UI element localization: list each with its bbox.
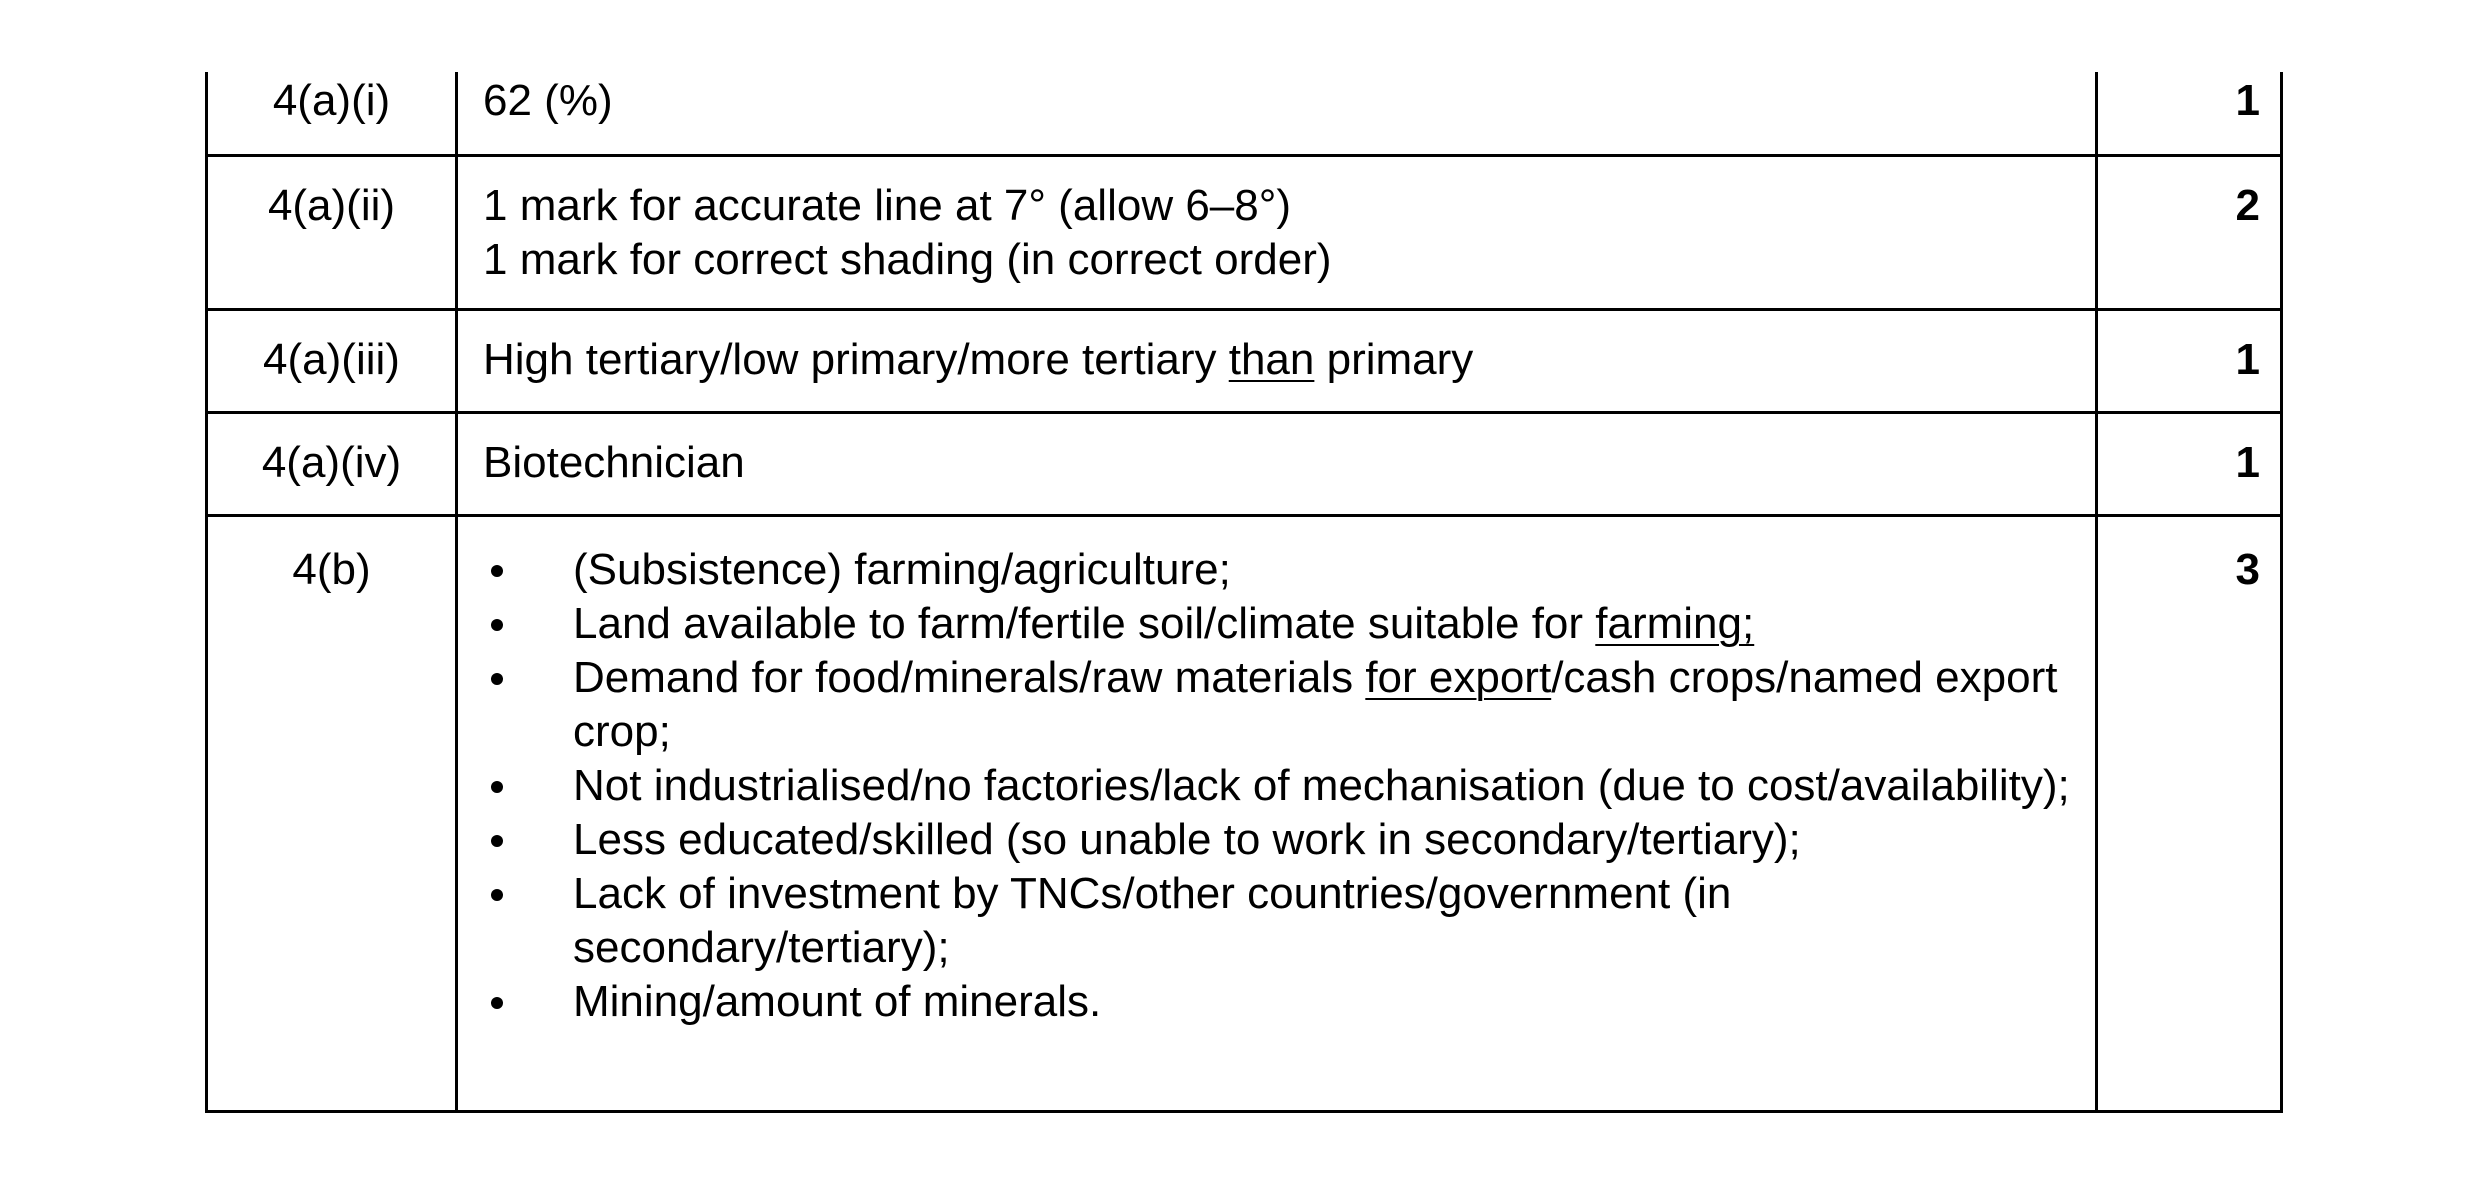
marks-cell — [2097, 309, 2282, 412]
bullet-text: Demand for food/minerals/raw materials — [573, 652, 1366, 702]
bullet-icon — [491, 781, 503, 793]
marks-value: 1 — [2235, 76, 2260, 125]
bullet-text: (Subsistence) farming/agriculture; — [573, 544, 1231, 594]
answer-line: 1 mark for accurate line at 7° (allow 6–8°) — [483, 180, 1291, 230]
bullet-underlined-text: farming; — [1595, 598, 1755, 648]
bullet-icon — [491, 889, 503, 901]
table-row — [207, 309, 2282, 412]
bullet-icon — [491, 565, 503, 577]
table-row — [207, 515, 2282, 1111]
list-item — [483, 759, 2075, 813]
marks-value: 1 — [2235, 334, 2260, 384]
question-number-cell — [207, 515, 457, 1111]
answer-line: 1 mark for correct shading (in correct order) — [483, 234, 1332, 284]
marks-cell — [2097, 515, 2282, 1111]
bullet-text: /cash crops/named export crop; — [573, 652, 2058, 756]
bullet-icon — [491, 673, 503, 685]
question-number-cell — [207, 309, 457, 412]
answer-cell — [457, 515, 2097, 1111]
answer-cell — [457, 72, 2097, 155]
question-number-cell — [207, 72, 457, 155]
question-number-cell — [207, 412, 457, 515]
bullet-underlined-text: for export — [1365, 652, 1552, 702]
bullet-icon — [491, 835, 503, 847]
marks-cell — [2097, 155, 2282, 309]
question-number: 4(b) — [292, 544, 371, 594]
bullet-text: Lack of investment by TNCs/other countries/government (in secondary/tertiary); — [573, 868, 1732, 972]
answer-cell — [457, 155, 2097, 309]
bullet-icon — [491, 619, 503, 631]
table-row — [207, 412, 2282, 515]
bullet-text: Less educated/skilled (so unable to work in secondary/tertiary); — [573, 814, 1801, 864]
question-number: 4(a)(iii) — [263, 334, 400, 384]
marks-value: 3 — [2235, 544, 2260, 594]
list-item — [483, 867, 2075, 975]
marks-value: 2 — [2235, 180, 2260, 230]
table-row — [207, 72, 2282, 155]
question-number: 4(a)(i) — [272, 76, 391, 125]
answer-line: Biotechnician — [483, 437, 745, 487]
question-number: 4(a)(iv) — [261, 437, 402, 487]
bullet-text: Mining/amount of minerals. — [573, 976, 1102, 1026]
answer-text: primary — [1314, 334, 1474, 384]
bullet-icon — [491, 997, 503, 1009]
marks-cell — [2097, 72, 2282, 155]
table-row — [207, 155, 2282, 309]
question-number-cell — [207, 155, 457, 309]
bullet-text: Land available to farm/fertile soil/climate suitable for — [573, 598, 1596, 648]
answer-cell — [457, 309, 2097, 412]
marks-cell — [2097, 412, 2282, 515]
list-item — [483, 813, 2075, 867]
question-number: 4(a)(ii) — [267, 180, 396, 230]
list-item — [483, 651, 2075, 759]
answer-cell — [457, 412, 2097, 515]
bullet-text: Not industrialised/no factories/lack of mechanisation (due to cost/availability); — [573, 760, 2070, 810]
mark-scheme-table — [205, 72, 2283, 1113]
list-item — [483, 543, 2075, 597]
answer-line: 62 (%) — [483, 76, 613, 125]
answer-underlined-text: than — [1228, 334, 1315, 384]
list-item — [483, 975, 2075, 1029]
answer-text: High tertiary/low primary/more tertiary — [483, 334, 1229, 384]
marks-value: 1 — [2235, 437, 2260, 487]
list-item — [483, 597, 2075, 651]
answer-bullet-list — [483, 543, 2075, 1029]
